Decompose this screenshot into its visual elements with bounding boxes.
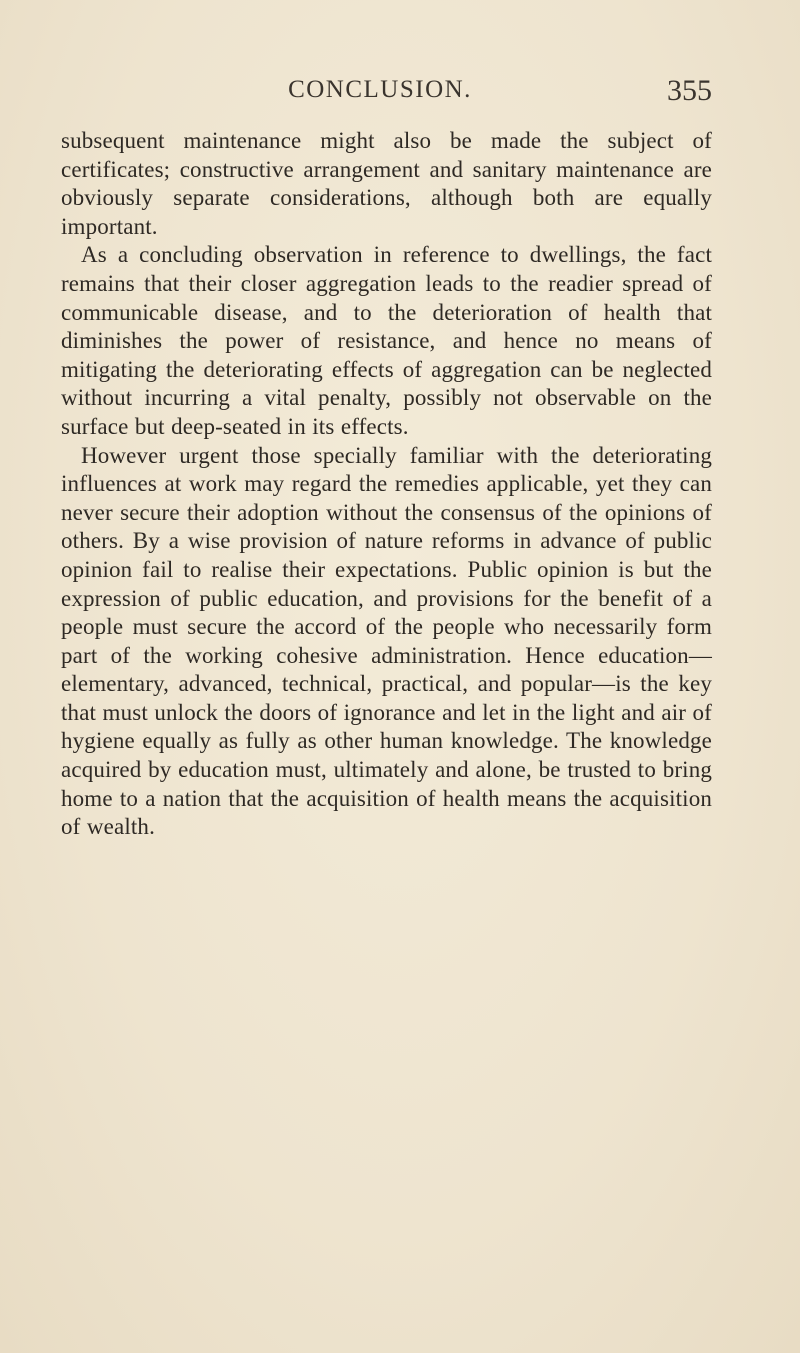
running-head [0,74,800,110]
paragraph-continued: subsequent maintenance might also be made the subject of certificates; constructive arrangement and sanitary maintenance are obviously separate considerations, although both are equally important. [61,128,712,239]
chapter-title: CONCLUSION. [288,76,472,103]
paragraph-dwellings: As a concluding observation in reference to dwellings, the fact remains that their closer aggregation leads to the readier spread of communicable disease, and to the deterioration of health that diminishes the power of resistance, and hence no means of mitigating the deteriorating effects of aggregation can be neglected without incurring a vital penalty, possibly not observable on the surface but deep-seated in its effects. [61,242,712,439]
body-text [61,127,712,842]
paragraph-education: However urgent those specially familiar with the deteriorating influences at work may regard the remedies applicable, yet they can never secure their adoption without the consensus of the opinions of others. By a wise provision of nature reforms in advance of public opinion fail to realise their expectations. Public opinion is but the expression of public education, and provisions for the benefit of a people must secure the accord of the people who necessarily form part of the working cohesive administration. Hence education—elementary, advanced, technical, practical, and popular—is the key that must unlock the doors of ignorance and let in the light and air of hygiene equally as fully as other human knowledge. The knowledge acquired by education must, ultimately and alone, be trusted to bring home to a nation that the acquisition of health means the acquisition of wealth. [61,442,712,840]
page-number: 355 [667,74,712,107]
